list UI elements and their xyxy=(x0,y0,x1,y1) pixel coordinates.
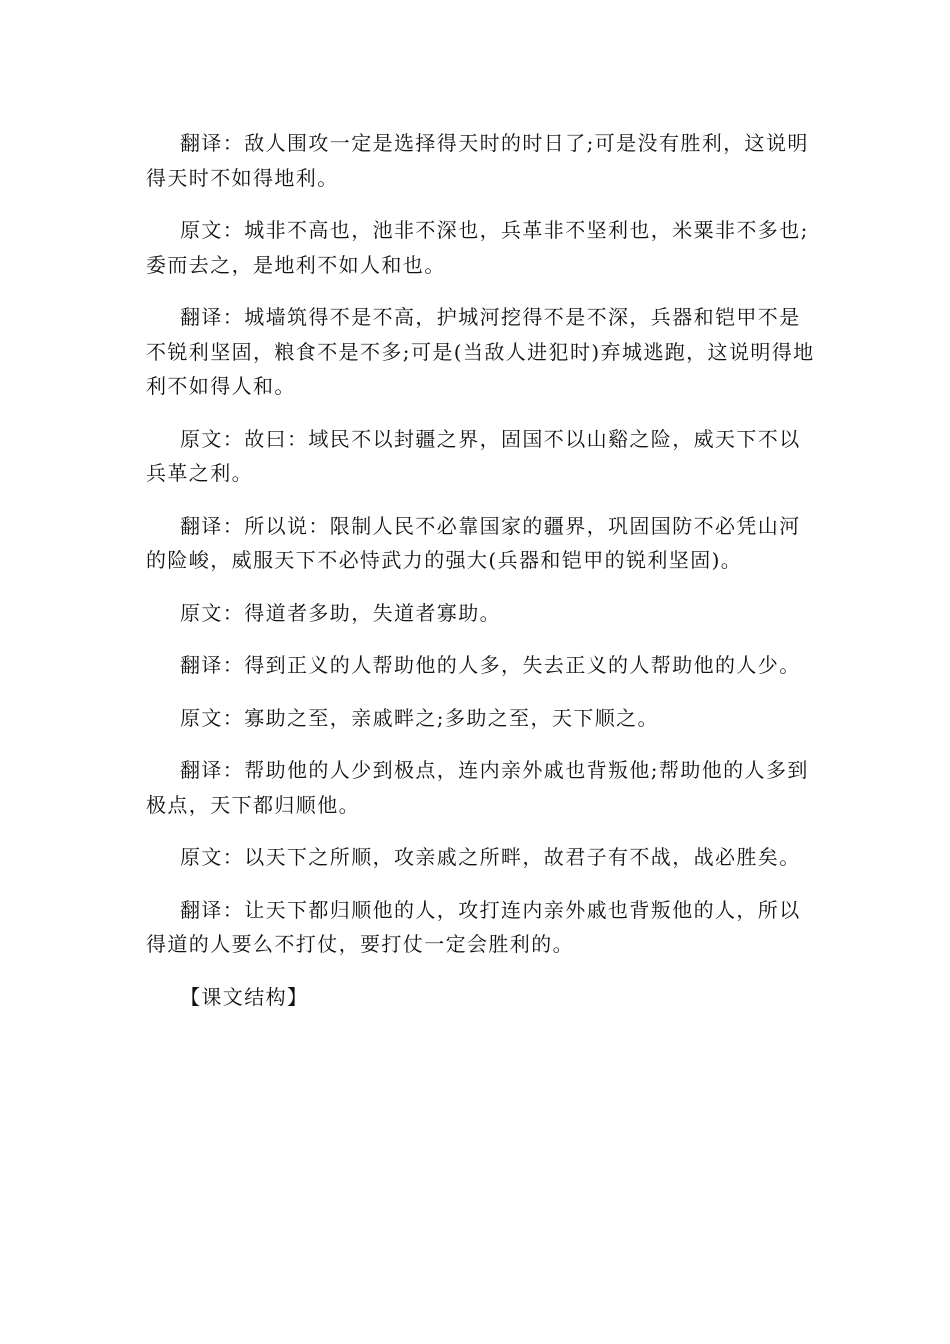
paragraph-translation-4: 翻译：得到正义的人帮助他的人多，失去正义的人帮助他的人少。 xyxy=(180,653,801,677)
document-body xyxy=(146,126,818,1032)
paragraph-translation-3: 翻译：所以说：限制人民不必靠国家的疆界，巩固国防不必凭山河的险峻，威服天下不必恃武力的强大(兵器和铠甲的锐利坚固)。 xyxy=(146,513,801,572)
paragraph-translation-5: 翻译：帮助他的人少到极点，连内亲外戚也背叛他;帮助他的人多到极点，天下都归顺他。 xyxy=(146,758,809,817)
paragraph-translation-6: 翻译：让天下都归顺他的人，攻打连内亲外戚也背叛他的人，所以得道的人要么不打仗，要打仗一定会胜利的。 xyxy=(146,897,801,956)
paragraph-original-2: 原文：故曰：域民不以封疆之界，固国不以山谿之险，威天下不以兵革之利。 xyxy=(146,426,801,485)
paragraph-translation-2: 翻译：城墙筑得不是不高，护城河挖得不是不深，兵器和铠甲不是不锐利坚固，粮食不是不多;可是(当敌人进犯时)弃城逃跑，这说明得地利不如得人和。 xyxy=(146,305,815,398)
paragraph-translation-1: 翻译：敌人围攻一定是选择得天时的时日了;可是没有胜利，这说明得天时不如得地利。 xyxy=(146,131,809,190)
section-heading: 【课文结构】 xyxy=(180,984,309,1009)
paragraph-original-1: 原文：城非不高也，池非不深也，兵革非不坚利也，米粟非不多也;委而去之，是地利不如人和也。 xyxy=(146,218,809,277)
paragraph-original-5: 原文：以天下之所顺，攻亲戚之所畔，故君子有不战，战必胜矣。 xyxy=(180,845,801,869)
paragraph-original-3: 原文：得道者多助，失道者寡助。 xyxy=(180,600,501,625)
paragraph-original-4: 原文：寡助之至，亲戚畔之;多助之至，天下顺之。 xyxy=(180,705,659,730)
